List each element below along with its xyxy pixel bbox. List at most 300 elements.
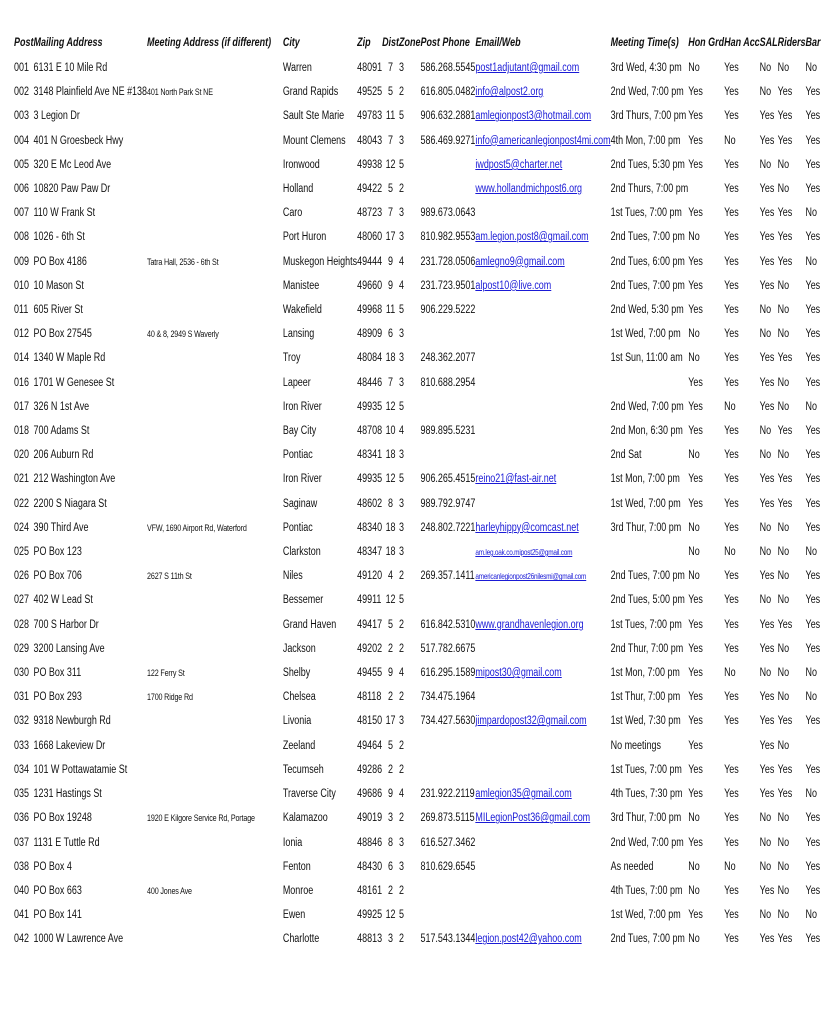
table-row [0,80,820,104]
cell-city: Lapeer [282,376,311,389]
table-row [0,322,820,346]
cell-post-phone [420,395,475,419]
cell-honor-guard: No [688,884,700,897]
cell-honor-guard: Yes [688,763,703,776]
cell-mailing-address: 2200 S Niagara St [33,497,107,510]
cell-sal: No [759,860,772,873]
cell-email-web [475,371,610,395]
cell-zone: 3 [399,376,405,389]
cell-honor-guard: No [688,449,700,462]
cell-zone: 3 [399,860,405,873]
cell-zone: 3 [399,134,405,147]
cell-meeting-address: 40 & 8, 2949 S Waverly [147,329,219,340]
table-row [0,734,820,758]
cell-email-web [475,250,610,274]
cell-meeting-address [147,346,271,370]
cell-bar: Yes [805,884,821,897]
cell-riders: Yes [777,497,793,510]
cell-honor-guard: No [688,62,700,74]
cell-meeting-address [147,395,271,419]
cell-zone: 3 [399,521,405,534]
cell-post-phone [420,879,475,903]
cell-meeting-address [147,903,271,927]
cell-meeting-time: 1st Wed, 7:00 pm [610,909,681,922]
cell-post-number: 038 [14,860,30,873]
cell-post-phone: 906.229.5222 [420,304,476,317]
cell-bar: No [805,691,818,704]
cell-post-phone [420,153,475,177]
email-web-link[interactable]: iwdpost5@charter.net [475,158,563,171]
cell-district: 3 [388,812,394,825]
cell-han-acc: Yes [724,207,739,220]
table-row [0,298,820,322]
cell-honor-guard: Yes [688,255,703,268]
email-web-link[interactable]: jimpardopost32@gmail.com [475,715,587,728]
cell-district: 5 [388,86,394,99]
cell-post-number: 027 [14,594,30,607]
cell-district: 6 [388,860,394,873]
cell-post-number: 011 [14,304,29,317]
cell-email-web [475,927,610,951]
cell-district: 7 [388,134,394,147]
cell-email-web [475,613,610,637]
email-web-link[interactable]: info@americanlegionpost4mi.com [475,134,611,147]
cell-zip: 48602 [357,497,383,510]
cell-meeting-time: 1st Wed, 7:30 pm [610,715,681,728]
cell-honor-guard: Yes [688,691,703,704]
cell-email-web [475,129,610,153]
cell-meeting-address [147,613,271,637]
cell-post-number: 010 [14,279,30,292]
table-row [0,104,820,128]
cell-han-acc: Yes [724,352,739,365]
header-han-acc: Han Acc [724,37,760,49]
email-web-link[interactable]: amlegionpost3@hotmail.com [475,110,592,123]
cell-district: 9 [388,667,394,680]
email-web-link[interactable]: reino21@fast-air.net [475,473,557,486]
cell-city: Zeeland [282,739,316,752]
table-row [0,831,820,855]
email-web-link[interactable]: mipost30@gmail.com [475,667,562,680]
cell-city: Ironwood [282,158,320,171]
cell-meeting-time: 1st Mon, 7:00 pm [610,473,680,486]
header-hon-grd: Hon Grd [688,37,725,49]
cell-zone: 2 [399,642,405,655]
cell-honor-guard: Yes [688,497,703,510]
cell-riders: No [777,328,790,341]
cell-sal: Yes [759,134,775,147]
cell-riders: Yes [777,425,793,438]
cell-post-number: 036 [14,812,30,825]
cell-zip: 48909 [357,328,383,341]
cell-district: 9 [388,788,394,801]
cell-post-number: 034 [14,763,30,776]
cell-mailing-address: 700 S Harbor Dr [33,618,99,631]
cell-sal: Yes [759,183,775,196]
cell-honor-guard: No [688,521,700,534]
cell-meeting-time: 3rd Thur, 7:00 pm [610,521,682,534]
header-riders: Riders [777,37,806,49]
cell-riders: No [777,836,790,849]
cell-meeting-time: 2nd Wed, 7:00 pm [610,400,684,413]
cell-post-phone: 231.922.2119 [420,788,475,801]
table-row [0,346,820,370]
cell-mailing-address: 1000 W Lawrence Ave [33,933,124,946]
cell-city: Saginaw [282,497,318,510]
cell-city: Pontiac [282,521,313,534]
cell-zip: 48347 [357,546,383,559]
email-web-link[interactable]: info@alpost2.org [475,86,544,99]
cell-post-number: 008 [14,231,30,244]
cell-riders: Yes [777,933,793,946]
cell-bar: Yes [805,497,821,510]
cell-han-acc: Yes [724,521,739,534]
cell-email-web [475,346,610,370]
cell-post-number: 033 [14,739,30,752]
cell-meeting-time: 2nd Thur, 7:00 pm [610,642,684,655]
cell-district: 5 [388,183,394,196]
cell-sal: No [759,836,772,849]
cell-han-acc [724,734,760,758]
table-row [0,588,820,612]
cell-honor-guard: Yes [688,279,703,292]
cell-sal: Yes [759,400,775,413]
cell-bar: Yes [805,836,821,849]
cell-bar: No [805,909,818,922]
cell-district: 2 [388,642,394,655]
email-web-link[interactable]: legion.post42@yahoo.com [475,933,582,946]
cell-zone: 4 [399,667,405,680]
cell-city: Holland [282,183,314,196]
cell-honor-guard: Yes [688,618,703,631]
cell-meeting-address [147,831,271,855]
cell-post-phone: 616.295.1589 [420,667,476,680]
cell-zip: 48084 [357,352,383,365]
cell-email-web [475,298,610,322]
cell-meeting-address [147,588,271,612]
cell-mailing-address: PO Box 663 [33,884,82,897]
cell-zip: 48091 [357,62,383,74]
cell-zip: 49525 [357,86,383,99]
cell-district: 12 [385,158,396,171]
cell-bar: No [805,207,818,220]
cell-han-acc: Yes [724,763,739,776]
cell-meeting-address: 400 Jones Ave [147,885,192,896]
cell-zip: 48813 [357,933,383,946]
cell-district: 11 [385,110,396,123]
cell-riders: Yes [777,86,793,99]
cell-city: Pontiac [282,449,313,462]
cell-zone: 5 [399,594,405,607]
table-row [0,613,820,637]
cell-bar: Yes [805,933,821,946]
email-web-link[interactable]: MILegionPost36@gmail.com [475,812,591,825]
cell-sal: No [759,328,772,341]
table-row [0,758,820,782]
cell-han-acc: Yes [724,884,739,897]
cell-han-acc: No [724,860,736,873]
header-meeting-time: Meeting Time(s) [610,37,679,49]
cell-meeting-time: 1st Sun, 11:00 am [610,352,683,365]
cell-meeting-address [147,371,271,395]
cell-honor-guard: No [688,812,700,825]
cell-bar: Yes [805,86,821,99]
cell-city: Caro [282,207,303,220]
cell-meeting-time: No meetings [610,739,661,752]
cell-sal: Yes [759,110,775,123]
cell-meeting-address: Tatra Hall, 2536 - 6th St [147,256,219,267]
cell-meeting-time: As needed [610,860,654,873]
email-web-link[interactable]: am.leg.oak.co.mipost25@gmail.com [475,547,573,558]
cell-zone: 2 [399,812,405,825]
cell-email-web [475,419,610,443]
header-post: Post [14,37,34,49]
cell-mailing-address: 401 N Groesbeck Hwy [33,134,124,147]
cell-honor-guard: Yes [688,304,703,317]
cell-mailing-address: PO Box 19248 [33,812,92,825]
cell-riders: No [777,594,790,607]
cell-han-acc: Yes [724,618,739,631]
cell-city: Mount Clemens [282,134,346,147]
cell-bar: Yes [805,425,821,438]
cell-meeting-address: VFW, 1690 Airport Rd, Waterford [147,522,247,533]
cell-honor-guard: Yes [688,836,703,849]
cell-city: Port Huron [282,231,327,244]
cell-city: Bay City [282,425,317,438]
cell-sal: Yes [759,618,775,631]
cell-post-phone: 989.792.9747 [420,497,476,510]
cell-meeting-time: 2nd Tues, 5:30 pm [610,158,685,171]
cell-zip: 49686 [357,788,383,801]
cell-post-number: 042 [14,933,30,946]
cell-post-number: 035 [14,788,30,801]
cell-meeting-time: 3rd Wed, 4:30 pm [610,62,682,74]
cell-bar: Yes [805,328,821,341]
cell-mailing-address: PO Box 706 [33,570,82,583]
cell-honor-guard: Yes [688,400,703,413]
cell-post-number: 002 [14,86,30,99]
cell-district: 5 [388,739,394,752]
cell-post-number: 020 [14,449,30,462]
cell-han-acc: Yes [724,231,739,244]
cell-district: 9 [388,279,394,292]
cell-han-acc: Yes [724,304,739,317]
cell-meeting-time: 1st Wed, 7:00 pm [610,497,681,510]
cell-zone: 3 [399,328,405,341]
cell-meeting-time: 2nd Thurs, 7:00 pm [610,183,689,196]
cell-email-web [475,225,610,249]
email-web-link[interactable]: americanlegionpost26nilesmi@gmail.com [475,571,587,582]
header-phone: Post Phone [420,37,470,49]
cell-han-acc: Yes [724,449,739,462]
email-web-link[interactable]: post1adjutant@gmail.com [475,62,580,74]
cell-zip: 48340 [357,521,383,534]
cell-meeting-address [147,153,271,177]
cell-zone: 3 [399,207,405,220]
cell-bar: Yes [805,304,821,317]
cell-meeting-time: 2nd Wed, 7:00 pm [610,86,684,99]
cell-mailing-address: PO Box 293 [33,691,82,704]
cell-post-number: 037 [14,836,30,849]
cell-bar: Yes [805,183,821,196]
cell-email-web [475,153,610,177]
email-web-link[interactable]: am.legion.post8@gmail.com [475,231,589,244]
cell-zip: 48060 [357,231,383,244]
cell-mailing-address: 3148 Plainfield Ave NE #138 [33,86,148,99]
cell-meeting-time: 2nd Tues, 6:00 pm [610,255,685,268]
cell-honor-guard: Yes [688,715,703,728]
cell-post-number: 021 [14,473,30,486]
email-web-link[interactable]: amlegno9@gmail.com [475,255,565,268]
cell-sal: No [759,449,772,462]
cell-email-web [475,274,610,298]
cell-mailing-address: 605 River St [33,304,83,317]
email-web-link[interactable]: www.hollandmichpost6.org [475,183,583,196]
cell-zip: 49417 [357,618,383,631]
cell-zip: 49968 [357,304,383,317]
cell-meeting-time: 1st Wed, 7:00 pm [610,328,681,341]
cell-riders: Yes [777,473,793,486]
cell-han-acc: Yes [724,933,739,946]
cell-han-acc: Yes [724,715,739,728]
cell-district: 11 [385,304,396,317]
cell-zip: 49935 [357,473,383,486]
cell-mailing-address: 402 W Lead St [33,594,93,607]
cell-mailing-address: PO Box 4186 [33,255,87,268]
table-row [0,153,820,177]
cell-email-web [475,661,610,685]
cell-bar: Yes [805,570,821,583]
cell-city: Troy [282,352,301,365]
cell-zip: 48723 [357,207,383,220]
cell-riders: Yes [777,788,793,801]
cell-city: Grand Haven [282,618,337,631]
cell-email-web [475,540,610,564]
table-row [0,903,820,927]
cell-post-number: 041 [14,909,30,922]
cell-city: Manistee [282,279,320,292]
email-web-link[interactable]: alpost10@live.com [475,279,552,292]
cell-zone: 3 [399,836,405,849]
cell-meeting-address [147,298,271,322]
cell-han-acc: Yes [724,110,739,123]
email-web-link[interactable]: harleyhippy@comcast.net [475,521,579,534]
cell-zone: 5 [399,909,405,922]
cell-zone: 2 [399,763,405,776]
cell-han-acc: Yes [724,158,739,171]
cell-bar: No [805,62,818,74]
cell-meeting-time: 2nd Tues, 5:00 pm [610,594,685,607]
cell-zip: 49455 [357,667,383,680]
cell-post-phone: 517.543.1344 [420,933,476,946]
cell-post-number: 029 [14,642,30,655]
cell-han-acc: Yes [724,255,739,268]
cell-zone: 4 [399,788,405,801]
cell-zone: 3 [399,449,405,462]
cell-meeting-address [147,225,271,249]
header-bar: Bar [805,37,821,49]
cell-district: 5 [388,618,394,631]
cell-riders: Yes [777,618,793,631]
email-web-link[interactable]: www.grandhavenlegion.org [475,618,584,631]
cell-meeting-address [147,419,271,443]
cell-meeting-address [147,129,271,153]
cell-riders: Yes [777,715,793,728]
cell-mailing-address: 1340 W Maple Rd [33,352,106,365]
cell-email-web [475,467,610,491]
table-row [0,274,820,298]
cell-post-number: 005 [14,158,30,171]
cell-zip: 49422 [357,183,383,196]
cell-bar: No [805,255,818,268]
cell-district: 8 [388,497,394,510]
cell-honor-guard [688,177,724,201]
cell-bar: No [805,546,818,559]
cell-post-phone: 906.632.2881 [420,110,476,123]
cell-honor-guard: Yes [688,425,703,438]
cell-district: 12 [385,473,396,486]
cell-mailing-address: 390 Third Ave [33,521,89,534]
cell-meeting-time: 2nd Sat [610,449,642,462]
cell-post-number: 001 [14,62,30,74]
cell-city: Wakefield [282,304,322,317]
cell-district: 12 [385,400,396,413]
cell-mailing-address: PO Box 27545 [33,328,92,341]
header-mailing-address: Mailing Address [33,37,103,49]
email-web-link[interactable]: amlegion35@gmail.com [475,788,572,801]
cell-post-phone [420,540,475,564]
cell-post-phone: 734.427.5630 [420,715,476,728]
cell-post-number: 028 [14,618,30,631]
table-row [0,129,820,153]
cell-city: Ewen [282,909,306,922]
cell-city: Warren [282,62,312,74]
cell-city: Bessemer [282,594,324,607]
table-row [0,492,820,516]
cell-zip: 49938 [357,158,383,171]
table-row [0,855,820,879]
cell-zip: 49120 [357,570,383,583]
cell-sal: Yes [759,473,775,486]
cell-mailing-address: 3200 Lansing Ave [33,642,105,655]
cell-zip: 49464 [357,739,383,752]
cell-post-phone [420,588,475,612]
cell-email-web [475,322,610,346]
table-row [0,927,820,951]
cell-sal: Yes [759,788,775,801]
cell-city: Tecumseh [282,763,324,776]
cell-post-number: 003 [14,110,30,123]
cell-city: Fenton [282,860,311,873]
cell-han-acc: Yes [724,376,739,389]
table-row [0,225,820,249]
header-dist: Dist [382,37,400,49]
table-row [0,806,820,830]
cell-riders: Yes [777,207,793,220]
cell-sal: Yes [759,691,775,704]
cell-honor-guard: Yes [688,642,703,655]
cell-post-number: 032 [14,715,30,728]
cell-mailing-address: 101 W Pottawatamie St [33,763,128,776]
cell-honor-guard: No [688,352,700,365]
cell-city: Sault Ste Marie [282,110,345,123]
header-meeting-address: Meeting Address (if different) [147,37,272,49]
cell-mailing-address: 1131 E Tuttle Rd [33,836,100,849]
cell-district: 18 [385,352,396,365]
cell-post-phone [420,734,475,758]
cell-meeting-address [147,104,271,128]
cell-sal: Yes [759,497,775,510]
